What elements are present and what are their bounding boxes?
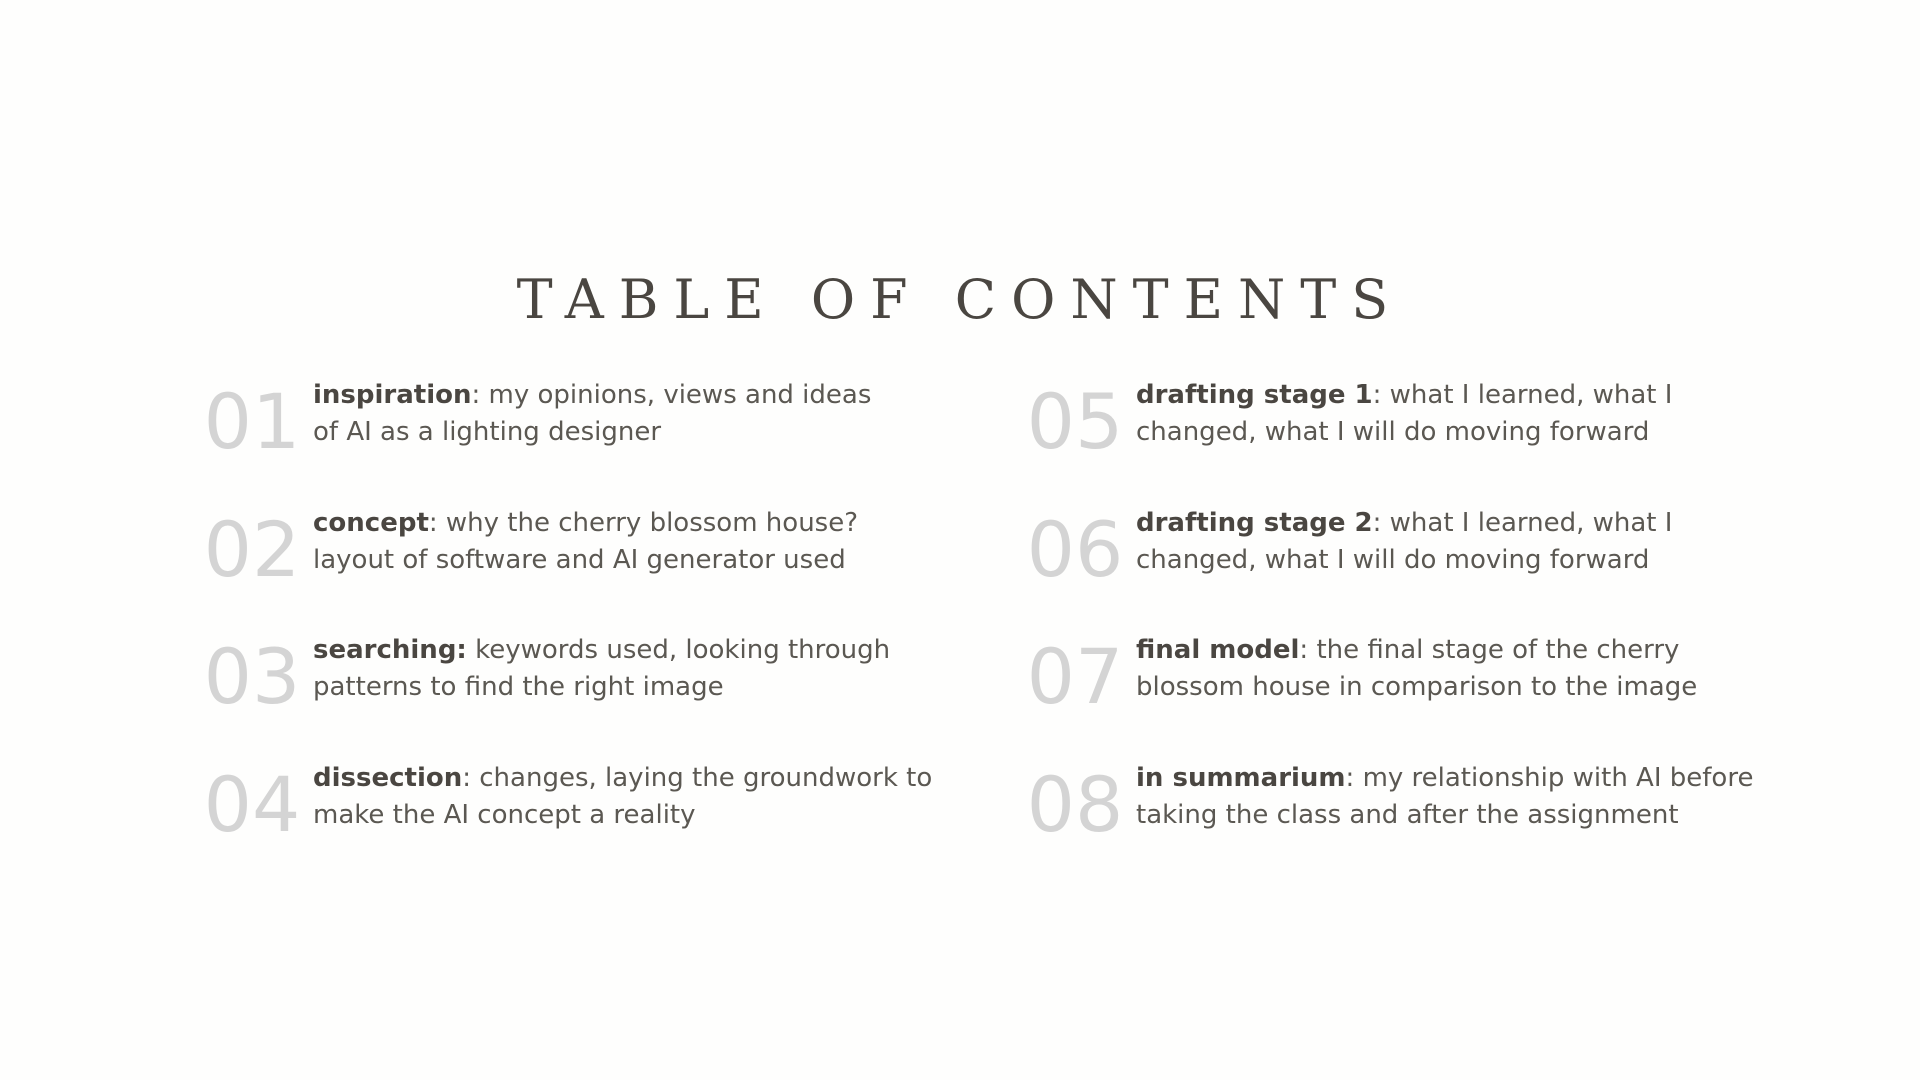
toc-entry-06 bbox=[1013, 505, 1773, 615]
toc-description bbox=[313, 632, 953, 706]
toc-number: 04 bbox=[203, 760, 301, 849]
toc-number: 02 bbox=[203, 505, 301, 594]
toc-line-2: patterns to find the right image bbox=[313, 672, 724, 702]
toc-keyword: drafting stage 2 bbox=[1136, 508, 1373, 538]
toc-keyword: inspiration bbox=[313, 380, 472, 410]
toc-entry-04 bbox=[190, 760, 950, 870]
toc-number: 01 bbox=[203, 377, 301, 466]
toc-line-2: taking the class and after the assignment bbox=[1136, 800, 1679, 830]
toc-entry-08 bbox=[1013, 760, 1773, 870]
toc-entry-03 bbox=[190, 632, 950, 742]
toc-keyword: in summarium bbox=[1136, 763, 1346, 793]
toc-number: 08 bbox=[1026, 760, 1124, 849]
toc-entry-05 bbox=[1013, 377, 1773, 487]
toc-line-2: of AI as a lighting designer bbox=[313, 417, 662, 447]
toc-description: in summarium: my relationship with AI before taking the class and after the assignment bbox=[1136, 760, 1776, 834]
toc-number: 05 bbox=[1026, 377, 1124, 466]
toc-keyword: searching: bbox=[313, 635, 467, 665]
toc-line-1: what I learned, what I bbox=[1389, 380, 1673, 410]
toc-keyword: drafting stage 1 bbox=[1136, 380, 1373, 410]
toc-entry-01 bbox=[190, 377, 950, 487]
toc-line-1: the final stage of the cherry bbox=[1316, 635, 1680, 665]
toc-description: dissection: changes, laying the groundwork to make the AI concept a reality bbox=[313, 760, 953, 834]
toc-number: 07 bbox=[1026, 632, 1124, 721]
toc-line-1: why the cherry blossom house? bbox=[445, 508, 859, 538]
toc-description: concept: why the cherry blossom house? layout of software and AI generator used bbox=[313, 505, 953, 579]
toc-line-1: what I learned, what I bbox=[1389, 508, 1673, 538]
toc-line-1: my relationship with AI before bbox=[1362, 763, 1754, 793]
toc-description: final model: the final stage of the cherry blossom house in comparison to the image bbox=[1136, 632, 1776, 706]
toc-line-2: layout of software and AI generator used bbox=[313, 545, 846, 575]
toc-line-2: make the AI concept a reality bbox=[313, 800, 696, 830]
toc-line-1: keywords used, looking through bbox=[475, 635, 891, 665]
toc-line-2: changed, what I will do moving forward bbox=[1136, 545, 1650, 575]
toc-number: 06 bbox=[1026, 505, 1124, 594]
toc-line-2: changed, what I will do moving forward bbox=[1136, 417, 1650, 447]
toc-description: inspiration: my opinions, views and ideas of AI as a lighting designer bbox=[313, 377, 953, 451]
toc-description: drafting stage 2: what I learned, what I changed, what I will do moving forward bbox=[1136, 505, 1776, 579]
toc-description: drafting stage 1: what I learned, what I changed, what I will do moving forward bbox=[1136, 377, 1776, 451]
toc-line-1: changes, laying the groundwork to bbox=[479, 763, 933, 793]
toc-keyword: final model bbox=[1136, 635, 1300, 665]
page-title: TABLE OF CONTENTS bbox=[516, 268, 1404, 332]
toc-number: 03 bbox=[203, 632, 301, 721]
toc-entry-07 bbox=[1013, 632, 1773, 742]
toc-line-1: my opinions, views and ideas bbox=[488, 380, 872, 410]
toc-line-2: blossom house in comparison to the image bbox=[1136, 672, 1698, 702]
toc-keyword: dissection bbox=[313, 763, 463, 793]
toc-keyword: concept bbox=[313, 508, 429, 538]
toc-entry-02 bbox=[190, 505, 950, 615]
